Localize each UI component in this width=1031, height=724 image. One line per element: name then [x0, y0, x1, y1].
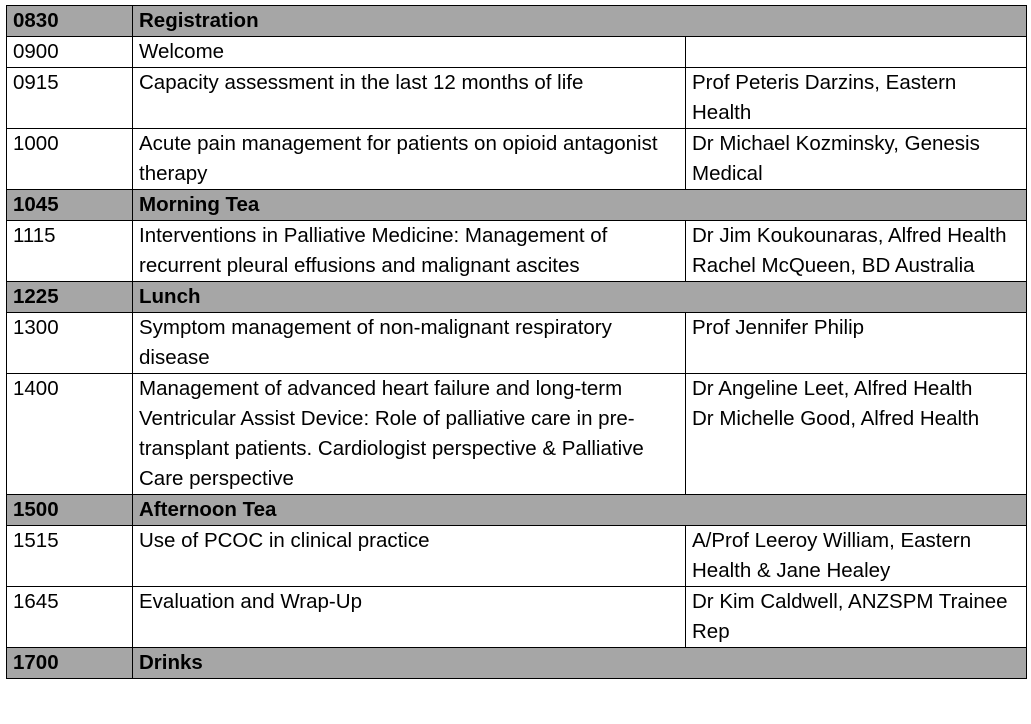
time-cell: 1045: [7, 190, 133, 221]
speaker-name: Dr Jim Koukounaras, Alfred Health: [692, 224, 1007, 247]
time-cell: 0900: [7, 37, 133, 68]
break-row: [7, 6, 1027, 37]
speaker-name: Prof Jennifer Philip: [692, 316, 865, 339]
time-cell: 1500: [7, 495, 133, 526]
break-row: [7, 648, 1027, 679]
time-cell: 0830: [7, 6, 133, 37]
time-cell: 1225: [7, 282, 133, 313]
time-cell: 1400: [7, 374, 133, 495]
speaker-cell: [686, 313, 1027, 374]
session-title-cell: Management of advanced heart failure and long-term Ventricular Assist Device: Role of palliative care in pre-transplant patients. Cardiologist perspective & Palliative Care perspective: [133, 374, 686, 495]
time-cell: 1000: [7, 129, 133, 190]
session-title-cell: Acute pain management for patients on opioid antagonist therapy: [133, 129, 686, 190]
session-row: [7, 587, 1027, 648]
speaker-cell: [686, 526, 1027, 587]
time-cell: 1515: [7, 526, 133, 587]
session-row: [7, 313, 1027, 374]
speaker-name: Dr Michael Kozminsky, Genesis Medical: [692, 132, 980, 185]
speaker-cell: [686, 68, 1027, 129]
program-schedule-table: [6, 5, 1027, 679]
time-cell: 0915: [7, 68, 133, 129]
break-title-cell: Morning Tea: [133, 190, 1027, 221]
speaker-name: Rachel McQueen, BD Australia: [692, 254, 975, 277]
speaker-name: Prof Peteris Darzins, Eastern Health: [692, 71, 957, 124]
speaker-cell: [686, 587, 1027, 648]
session-title-cell: Symptom management of non-malignant respiratory disease: [133, 313, 686, 374]
break-title-cell: Afternoon Tea: [133, 495, 1027, 526]
schedule-body: [7, 6, 1027, 679]
session-row: [7, 221, 1027, 282]
break-row: [7, 282, 1027, 313]
session-row: [7, 526, 1027, 587]
speaker-name: Dr Angeline Leet, Alfred Health: [692, 377, 973, 400]
break-title-cell: Registration: [133, 6, 1027, 37]
speaker-cell: [686, 221, 1027, 282]
session-row: [7, 68, 1027, 129]
session-title-cell: Evaluation and Wrap-Up: [133, 587, 686, 648]
speaker-name: A/Prof Leeroy William, Eastern Health & Jane Healey: [692, 529, 972, 582]
session-row: [7, 374, 1027, 495]
session-title-cell: Use of PCOC in clinical practice: [133, 526, 686, 587]
session-row: [7, 37, 1027, 68]
speaker-name: Dr Michelle Good, Alfred Health: [692, 407, 980, 430]
break-row: [7, 495, 1027, 526]
time-cell: 1645: [7, 587, 133, 648]
time-cell: 1700: [7, 648, 133, 679]
break-title-cell: Lunch: [133, 282, 1027, 313]
session-title-cell: Welcome: [133, 37, 686, 68]
time-cell: 1115: [7, 221, 133, 282]
speaker-cell: [686, 129, 1027, 190]
session-title-cell: Capacity assessment in the last 12 months of life: [133, 68, 686, 129]
break-title-cell: Drinks: [133, 648, 1027, 679]
break-row: [7, 190, 1027, 221]
speaker-name: Dr Kim Caldwell, ANZSPM Trainee Rep: [692, 590, 1008, 643]
session-row: [7, 129, 1027, 190]
time-cell: 1300: [7, 313, 133, 374]
speaker-cell: [686, 374, 1027, 495]
speaker-cell: [686, 37, 1027, 68]
session-title-cell: Interventions in Palliative Medicine: Management of recurrent pleural effusions and malignant ascites: [133, 221, 686, 282]
